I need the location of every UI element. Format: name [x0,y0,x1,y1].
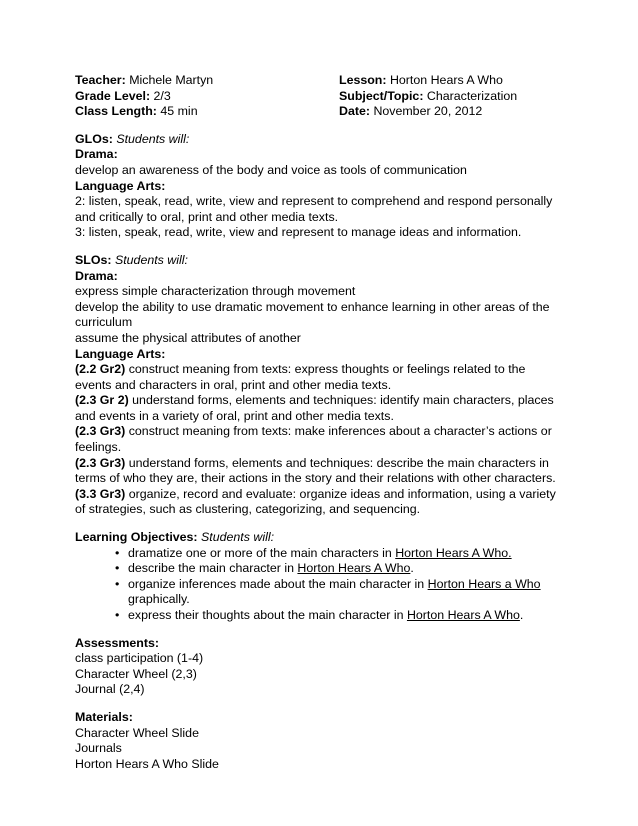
slos-section [75,253,575,518]
slo-text-5b: of strategies, such as clustering, categorizing, and sequencing. [75,502,421,517]
objective-item [75,608,575,624]
assessment-item: class participation (1-4) [75,651,204,666]
objective-text: dramatize one or more of the main characters in [128,545,396,560]
date-label: Date: [339,104,370,119]
slo-code-4: (2.3 Gr3) [75,455,126,470]
glos-label: GLOs: [75,131,113,146]
grade-value: 2/3 [153,88,171,103]
glos-la-heading: Language Arts: [75,178,166,193]
objective-text-end: . [410,561,414,576]
glos-section [75,132,575,241]
objective-text: describe the main character in [128,561,298,576]
glos-drama-item: develop an awareness of the body and voice as tools of communication [75,162,467,177]
book-title: Horton Hears A Who. [395,545,512,560]
book-title: Horton Hears A Who [297,561,411,576]
slo-text-4b: terms of who they are, their actions in the story and their relations with other characters. [75,471,556,486]
slo-text-1a: construct meaning from texts: express thoughts or feelings related to the [125,362,526,377]
slos-la-heading: Language Arts: [75,346,166,361]
objective-text: organize inferences made about the main character in [128,576,428,591]
assessments-label: Assessments: [75,635,160,650]
slo-text-4a: understand forms, elements and techniques: describe the main characters in [125,455,549,470]
slos-intro: Students will: [114,252,188,267]
glos-drama-heading: Drama: [75,147,118,162]
header-row-3 [75,104,575,120]
slos-label: SLOs: [75,252,112,267]
objective-text: express their thoughts about the main character in [128,608,407,622]
assessment-item: Character Wheel (2,3) [75,666,197,681]
slo-text-5a: organize, record and evaluate: organize ideas and information, using a variety [125,486,556,501]
assessments-section [75,636,575,698]
lesson-plan-page [75,73,575,772]
slo-code-3: (2.3 Gr3) [75,424,126,439]
bullet-icon: • [115,608,120,622]
material-item: Journals [75,741,122,756]
slo-text-2b: and events in a variety of oral, print and other media texts. [75,408,394,423]
header-row-2 [75,89,575,105]
objective-text-cont: graphically. [128,592,190,607]
glos-la-item-2: 3: listen, speak, read, write, view and represent to manage ideas and information. [75,225,522,240]
materials-section [75,710,575,772]
header-row-1 [75,73,575,89]
glos-intro: Students will: [116,131,190,146]
material-item: Character Wheel Slide [75,725,199,740]
slo-text-3b: feelings. [75,440,122,455]
glos-la-item-1a: 2: listen, speak, read, write, view and represent to comprehend and respond personally [75,194,553,209]
objectives-intro: Students will: [201,530,275,545]
slos-drama-item-1: express simple characterization through movement [75,284,356,299]
slo-text-3a: construct meaning from texts: make inferences about a character’s actions or [125,424,552,439]
slos-drama-item-2a: develop the ability to use dramatic movement to enhance learning in other areas of the [75,299,550,314]
slo-code-5: (3.3 Gr3) [75,486,126,501]
objective-item [75,546,575,562]
grade-label: Grade Level: [75,88,151,103]
bullet-icon: • [115,561,120,576]
subject-value: Characterization [426,88,518,103]
length-label: Class Length: [75,104,157,119]
slos-drama-heading: Drama: [75,268,118,283]
bullet-icon: • [115,545,120,560]
objectives-list [75,546,575,624]
glos-la-item-1b: and critically to oral, print and other media texts. [75,209,339,224]
objective-text-end: . [519,608,524,622]
subject-label: Subject/Topic: [339,88,424,103]
objectives-section [75,530,575,624]
slos-drama-item-2b: curriculum [75,315,133,330]
length-value: 45 min [160,104,198,119]
slo-code-2: (2.3 Gr 2) [75,393,129,408]
lesson-label: Lesson: [339,73,387,87]
teacher-value: Michele Martyn [129,73,214,87]
materials-label: Materials: [75,709,133,724]
date-value: November 20, 2012 [373,104,483,119]
objective-item [75,561,575,577]
teacher-label: Teacher: [75,73,126,87]
book-title: Horton Hears a Who [427,576,541,591]
slo-text-2a: understand forms, elements and techniques: identify main characters, places [128,393,554,408]
objectives-label: Learning Objectives: [75,530,198,545]
slo-code-1: (2.2 Gr2) [75,362,126,377]
assessment-item: Journal (2,4) [75,682,145,697]
material-item: Horton Hears A Who Slide [75,756,219,771]
objective-item [75,577,575,608]
slo-text-1b: events and characters in oral, print and other media texts. [75,377,392,392]
bullet-icon: • [115,576,120,591]
lesson-value: Horton Hears A Who [389,73,503,87]
book-title: Horton Hears A Who [406,608,520,622]
slos-drama-item-3: assume the physical attributes of another [75,330,301,345]
